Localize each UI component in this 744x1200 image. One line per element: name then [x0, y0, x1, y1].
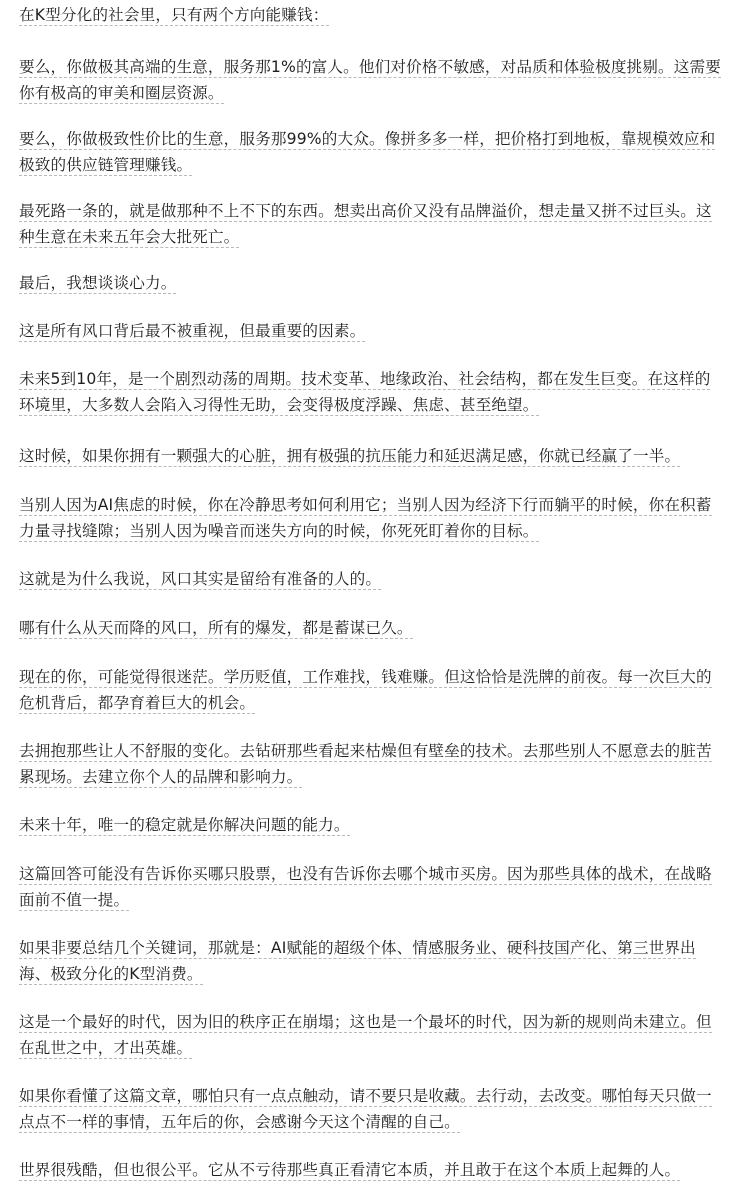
paragraph-18: [19, 1083, 725, 1135]
paragraph-text: 在K型分化的社会里，只有两个方向能赚钱：: [19, 6, 329, 24]
paragraph-5: [19, 270, 725, 296]
paragraph-15: [19, 861, 725, 913]
paragraph-11: [19, 615, 725, 641]
paragraph-2: [19, 54, 725, 106]
paragraph-6: [19, 318, 725, 344]
paragraph-text: 未来十年，唯一的稳定就是你解决问题的能力。: [19, 816, 350, 834]
paragraph-text: 要么，你做极其高端的生意，服务那1%的富人。他们对价格不敏感，对品质和体验极度挑剔。这需要你有极高的审美和圈层资源。: [19, 58, 722, 102]
paragraph-13: [19, 738, 725, 790]
paragraph-text: 最死路一条的，就是做那种不上不下的东西。想卖出高价又没有品牌溢价，想走量又拼不过巨头。这种生意在未来五年会大批死亡。: [19, 202, 712, 246]
paragraph-text: 现在的你，可能觉得很迷茫。学历贬值，工作难找，钱难赚。但这恰恰是洗牌的前夜。每一次巨大的危机背后，都孕育着巨大的机会。: [19, 668, 712, 712]
paragraph-text: 如果你看懂了这篇文章，哪怕只有一点点触动，请不要只是收藏。去行动，去改变。哪怕每天只做一点点不一样的事情，五年后的你，会感谢今天这个清醒的自己。: [19, 1087, 712, 1131]
paragraph-16: [19, 935, 725, 987]
paragraph-4: [19, 198, 725, 250]
paragraph-text: 这就是为什么我说，风口其实是留给有准备的人的。: [19, 570, 382, 588]
paragraph-1: [19, 2, 725, 28]
paragraph-9: [19, 492, 725, 544]
paragraph-12: [19, 664, 725, 716]
paragraph-text: 当别人因为AI焦虑的时候，你在冷静思考如何利用它；当别人因为经济下行而躺平的时候，你在积蓄力量寻找缝隙；当别人因为噪音而迷失方向的时候，你死死盯着你的目标。: [19, 496, 712, 540]
paragraph-8: [19, 443, 725, 469]
paragraph-10: [19, 566, 725, 592]
paragraph-19: [19, 1157, 725, 1183]
paragraph-text: 去拥抱那些让人不舒服的变化。去钻研那些看起来枯燥但有壁垒的技术。去那些别人不愿意去的脏苦累现场。去建立你个人的品牌和影响力。: [19, 742, 712, 786]
paragraph-14: [19, 812, 725, 838]
paragraph-text: 要么，你做极致性价比的生意，服务那99%的大众。像拼多多一样，把价格打到地板，靠规模效应和极致的供应链管理赚钱。: [19, 130, 716, 174]
paragraph-3: [19, 126, 725, 178]
paragraph-text: 这篇回答可能没有告诉你买哪只股票，也没有告诉你去哪个城市买房。因为那些具体的战术，在战略面前不值一提。: [19, 865, 712, 909]
paragraph-text: 如果非要总结几个关键词，那就是：AI赋能的超级个体、情感服务业、硬科技国产化、第三世界出海、极致分化的K型消费。: [19, 939, 696, 983]
paragraph-text: 这时候，如果你拥有一颗强大的心脏，拥有极强的抗压能力和延迟满足感，你就已经赢了一半。: [19, 447, 681, 465]
paragraph-text: 最后，我想谈谈心力。: [19, 274, 177, 292]
paragraph-text: 这是一个最好的时代，因为旧的秩序正在崩塌；这也是一个最坏的时代，因为新的规则尚未建立。但在乱世之中，才出英雄。: [19, 1013, 712, 1057]
paragraph-text: 未来5到10年，是一个剧烈动荡的周期。技术变革、地缘政治、社会结构，都在发生巨变。在这样的环境里，大多数人会陷入习得性无助，会变得极度浮躁、焦虑、甚至绝望。: [19, 370, 711, 414]
paragraph-text: 哪有什么从天而降的风口，所有的爆发，都是蓄谋已久。: [19, 619, 413, 637]
paragraph-text: 这是所有风口背后最不被重视，但最重要的因素。: [19, 322, 366, 340]
paragraph-17: [19, 1009, 725, 1061]
paragraph-text: 世界很残酷，但也很公平。它从不亏待那些真正看清它本质，并且敢于在这个本质上起舞的人。: [19, 1161, 681, 1179]
paragraph-7: [19, 366, 725, 418]
